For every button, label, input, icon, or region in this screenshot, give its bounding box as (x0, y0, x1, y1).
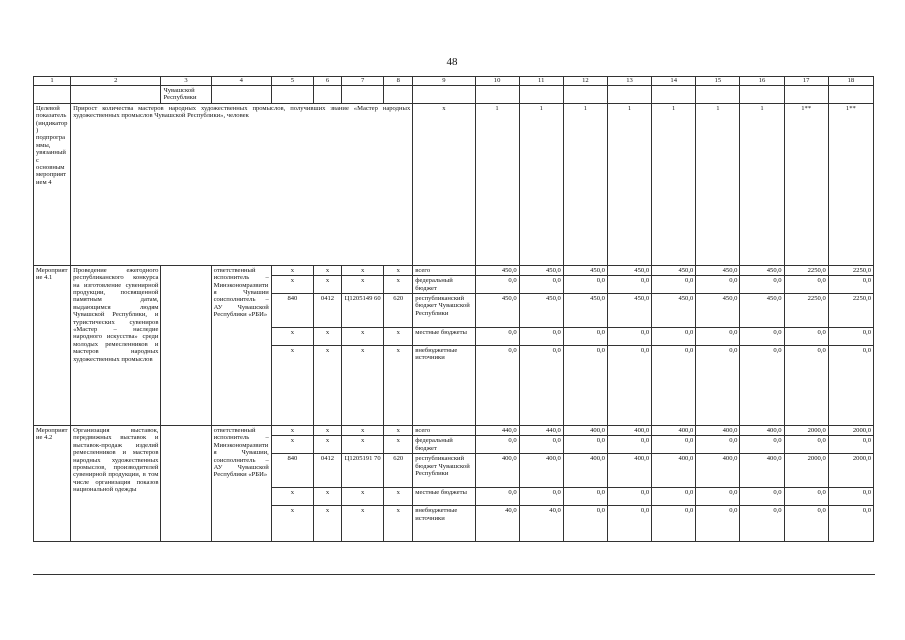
indicator-value: 1 (519, 103, 563, 265)
code-cell: x (384, 506, 413, 542)
amount-cell: 0,0 (652, 436, 696, 454)
code-cell: x (384, 436, 413, 454)
amount-cell: 400,0 (563, 426, 607, 436)
amount-cell: 0,0 (563, 436, 607, 454)
amount-cell: 0,0 (740, 346, 784, 426)
column-number: 9 (413, 77, 475, 86)
amount-cell: 450,0 (652, 294, 696, 328)
amount-cell: 0,0 (607, 506, 651, 542)
amount-cell: 0,0 (828, 506, 873, 542)
code-cell: x (384, 426, 413, 436)
column-number: 8 (384, 77, 413, 86)
amount-cell: 450,0 (652, 265, 696, 275)
amount-cell: 0,0 (696, 276, 740, 294)
amount-cell: 0,0 (475, 436, 519, 454)
column-number: 3 (161, 77, 211, 86)
amount-cell: 0,0 (740, 436, 784, 454)
carry-over-row (34, 86, 874, 104)
amount-cell: 0,0 (696, 346, 740, 426)
amount-cell: 450,0 (563, 294, 607, 328)
amount-cell: 400,0 (740, 426, 784, 436)
event-label: Мероприятие 4.1 (34, 265, 71, 425)
amount-cell: 2000,0 (784, 454, 828, 488)
code-cell: x (313, 328, 341, 346)
column-number: 12 (563, 77, 607, 86)
code-cell: x (342, 426, 384, 436)
code-cell: x (342, 436, 384, 454)
code-cell: x (313, 346, 341, 426)
column-number: 10 (475, 77, 519, 86)
code-cell: x (271, 346, 313, 426)
funding-source: федеральный бюджет (413, 436, 475, 454)
amount-cell: 0,0 (519, 488, 563, 506)
indicator-row (34, 103, 874, 265)
amount-cell: 0,0 (784, 276, 828, 294)
amount-cell: 0,0 (828, 346, 873, 426)
amount-cell: 2000,0 (828, 426, 873, 436)
amount-cell: 0,0 (696, 488, 740, 506)
amount-cell: 40,0 (519, 506, 563, 542)
code-cell: x (384, 488, 413, 506)
amount-cell: 450,0 (696, 294, 740, 328)
amount-cell: 0,0 (475, 276, 519, 294)
amount-cell: 450,0 (607, 294, 651, 328)
code-cell: x (271, 426, 313, 436)
code-cell: x (313, 506, 341, 542)
indicator-value: 1 (652, 103, 696, 265)
indicator-value: 1 (696, 103, 740, 265)
amount-cell: 0,0 (740, 488, 784, 506)
event-responsible: ответственный исполнитель – Минэкономразвития Чувашии, соисполнитель – АУ Чувашской Республики «РБИ» (211, 426, 271, 542)
indicator-value: 1 (607, 103, 651, 265)
amount-cell: 450,0 (475, 265, 519, 275)
amount-cell: 0,0 (652, 276, 696, 294)
code-cell: x (342, 346, 384, 426)
code-cell: x (313, 488, 341, 506)
code-cell: x (313, 436, 341, 454)
amount-cell: 0,0 (563, 346, 607, 426)
amount-cell: 0,0 (607, 488, 651, 506)
amount-cell: 2000,0 (828, 454, 873, 488)
amount-cell: 0,0 (740, 276, 784, 294)
amount-cell: 0,0 (828, 488, 873, 506)
amount-cell: 450,0 (740, 265, 784, 275)
amount-cell: 0,0 (828, 328, 873, 346)
amount-cell: 440,0 (475, 426, 519, 436)
budget-table (33, 76, 874, 542)
column-number: 14 (652, 77, 696, 86)
table-row (34, 426, 874, 436)
amount-cell: 0,0 (784, 346, 828, 426)
funding-source: внебюджетные источники (413, 346, 475, 426)
code-cell: x (271, 276, 313, 294)
amount-cell: 0,0 (652, 488, 696, 506)
amount-cell: 0,0 (696, 436, 740, 454)
code-cell: x (384, 265, 413, 275)
amount-cell: 450,0 (563, 265, 607, 275)
code-cell: x (384, 276, 413, 294)
event-responsible: ответственный исполнитель – Минэкономразвития Чувашии соисполнитель – АУ Чувашской Республики «РБИ» (211, 265, 271, 425)
event-description: Организация выставок, передвижных выставок и выставок-продаж изделий ремесленников и мастеров народных художественных промыслов, производителей сувенирной продукции, в том числе организация показов национальной одежды (71, 426, 161, 542)
amount-cell: 400,0 (519, 454, 563, 488)
amount-cell: 2250,0 (828, 265, 873, 275)
code-cell: x (271, 488, 313, 506)
amount-cell: 0,0 (607, 328, 651, 346)
column-number: 2 (71, 77, 161, 86)
column-number: 5 (271, 77, 313, 86)
code-cell: Ц1205149 60 (342, 294, 384, 328)
amount-cell: 0,0 (652, 346, 696, 426)
code-cell: x (384, 328, 413, 346)
event-blank (161, 426, 211, 542)
amount-cell: 400,0 (696, 426, 740, 436)
column-number: 6 (313, 77, 341, 86)
amount-cell: 0,0 (784, 328, 828, 346)
code-cell: x (271, 328, 313, 346)
column-number: 18 (828, 77, 873, 86)
amount-cell: 400,0 (652, 426, 696, 436)
amount-cell: 0,0 (563, 328, 607, 346)
carry-over-text: Чувашской Республики (161, 86, 211, 104)
code-cell: x (313, 265, 341, 275)
code-cell: x (271, 436, 313, 454)
indicator-value: 1** (784, 103, 828, 265)
code-cell: Ц1205191 70 (342, 454, 384, 488)
amount-cell: 0,0 (740, 506, 784, 542)
indicator-value: 1 (475, 103, 519, 265)
amount-cell: 0,0 (696, 328, 740, 346)
amount-cell: 0,0 (475, 488, 519, 506)
column-number: 7 (342, 77, 384, 86)
funding-source: внебюджетные источники (413, 506, 475, 542)
amount-cell: 400,0 (696, 454, 740, 488)
amount-cell: 450,0 (740, 294, 784, 328)
indicator-value: 1 (563, 103, 607, 265)
funding-source: федеральный бюджет (413, 276, 475, 294)
amount-cell: 0,0 (607, 346, 651, 426)
code-cell: 0412 (313, 454, 341, 488)
event-label: Мероприятие 4.2 (34, 426, 71, 542)
code-cell: x (342, 328, 384, 346)
indicator-label: Целевой показатель (индикатор) подпрограммы, увязанный с основным мероприятием 4 (34, 103, 71, 265)
column-number: 15 (696, 77, 740, 86)
amount-cell: 0,0 (563, 276, 607, 294)
code-cell: 840 (271, 454, 313, 488)
code-cell: 840 (271, 294, 313, 328)
column-number: 11 (519, 77, 563, 86)
amount-cell: 2250,0 (784, 294, 828, 328)
funding-source: всего (413, 426, 475, 436)
indicator-value: 1** (828, 103, 873, 265)
amount-cell: 400,0 (740, 454, 784, 488)
amount-cell: 0,0 (519, 436, 563, 454)
amount-cell: 0,0 (784, 436, 828, 454)
page-number: 48 (446, 56, 458, 68)
column-number: 4 (211, 77, 271, 86)
amount-cell: 0,0 (828, 276, 873, 294)
indicator-text: Прирост количества мастеров народных художественных промыслов, получивших звание «Мастер народных художественных промыслов Чувашской Республики», человек (71, 103, 413, 265)
code-cell: x (271, 265, 313, 275)
amount-cell: 450,0 (607, 265, 651, 275)
code-cell: x (342, 276, 384, 294)
code-cell: 620 (384, 294, 413, 328)
funding-source: республиканский бюджет Чувашской Республики (413, 454, 475, 488)
amount-cell: 0,0 (652, 328, 696, 346)
amount-cell: 0,0 (563, 488, 607, 506)
amount-cell: 450,0 (519, 294, 563, 328)
amount-cell: 0,0 (696, 506, 740, 542)
amount-cell: 450,0 (519, 265, 563, 275)
column-number: 16 (740, 77, 784, 86)
amount-cell: 2250,0 (828, 294, 873, 328)
amount-cell: 0,0 (828, 436, 873, 454)
amount-cell: 400,0 (475, 454, 519, 488)
code-cell: x (342, 265, 384, 275)
code-cell: x (313, 276, 341, 294)
table-bottom-border (33, 574, 875, 575)
column-number: 13 (607, 77, 651, 86)
amount-cell: 0,0 (607, 276, 651, 294)
event-blank (161, 265, 211, 425)
code-cell: x (342, 506, 384, 542)
amount-cell: 450,0 (475, 294, 519, 328)
indicator-col9: x (413, 103, 475, 265)
event-description: Проведение ежегодного республиканского конкурса на изготовление сувенирной продукции, посвященной памятным датам, выдающимся людям Чувашской Республики, и туристических сувениров «Мастер – наследие народного искусства» среди молодых ремесленников и мастеров народных художественных промыслов (71, 265, 161, 425)
indicator-value: 1 (740, 103, 784, 265)
amount-cell: 0,0 (563, 506, 607, 542)
amount-cell: 0,0 (740, 328, 784, 346)
amount-cell: 40,0 (475, 506, 519, 542)
funding-source: местные бюджеты (413, 328, 475, 346)
amount-cell: 0,0 (607, 436, 651, 454)
amount-cell: 440,0 (519, 426, 563, 436)
amount-cell: 400,0 (652, 454, 696, 488)
amount-cell: 2250,0 (784, 265, 828, 275)
amount-cell: 0,0 (519, 328, 563, 346)
amount-cell: 0,0 (784, 506, 828, 542)
amount-cell: 0,0 (519, 276, 563, 294)
table-row (34, 265, 874, 275)
funding-source: республиканский бюджет Чувашской Республики (413, 294, 475, 328)
amount-cell: 400,0 (563, 454, 607, 488)
amount-cell: 0,0 (784, 488, 828, 506)
code-cell: x (313, 426, 341, 436)
code-cell: x (384, 346, 413, 426)
amount-cell: 450,0 (696, 265, 740, 275)
column-number: 17 (784, 77, 828, 86)
amount-cell: 0,0 (652, 506, 696, 542)
amount-cell: 400,0 (607, 454, 651, 488)
code-cell: 620 (384, 454, 413, 488)
funding-source: всего (413, 265, 475, 275)
amount-cell: 0,0 (475, 328, 519, 346)
column-number: 1 (34, 77, 71, 86)
code-cell: x (271, 506, 313, 542)
amount-cell: 2000,0 (784, 426, 828, 436)
code-cell: 0412 (313, 294, 341, 328)
code-cell: x (342, 488, 384, 506)
amount-cell: 0,0 (519, 346, 563, 426)
amount-cell: 0,0 (475, 346, 519, 426)
column-number-row (34, 77, 874, 86)
amount-cell: 400,0 (607, 426, 651, 436)
funding-source: местные бюджеты (413, 488, 475, 506)
